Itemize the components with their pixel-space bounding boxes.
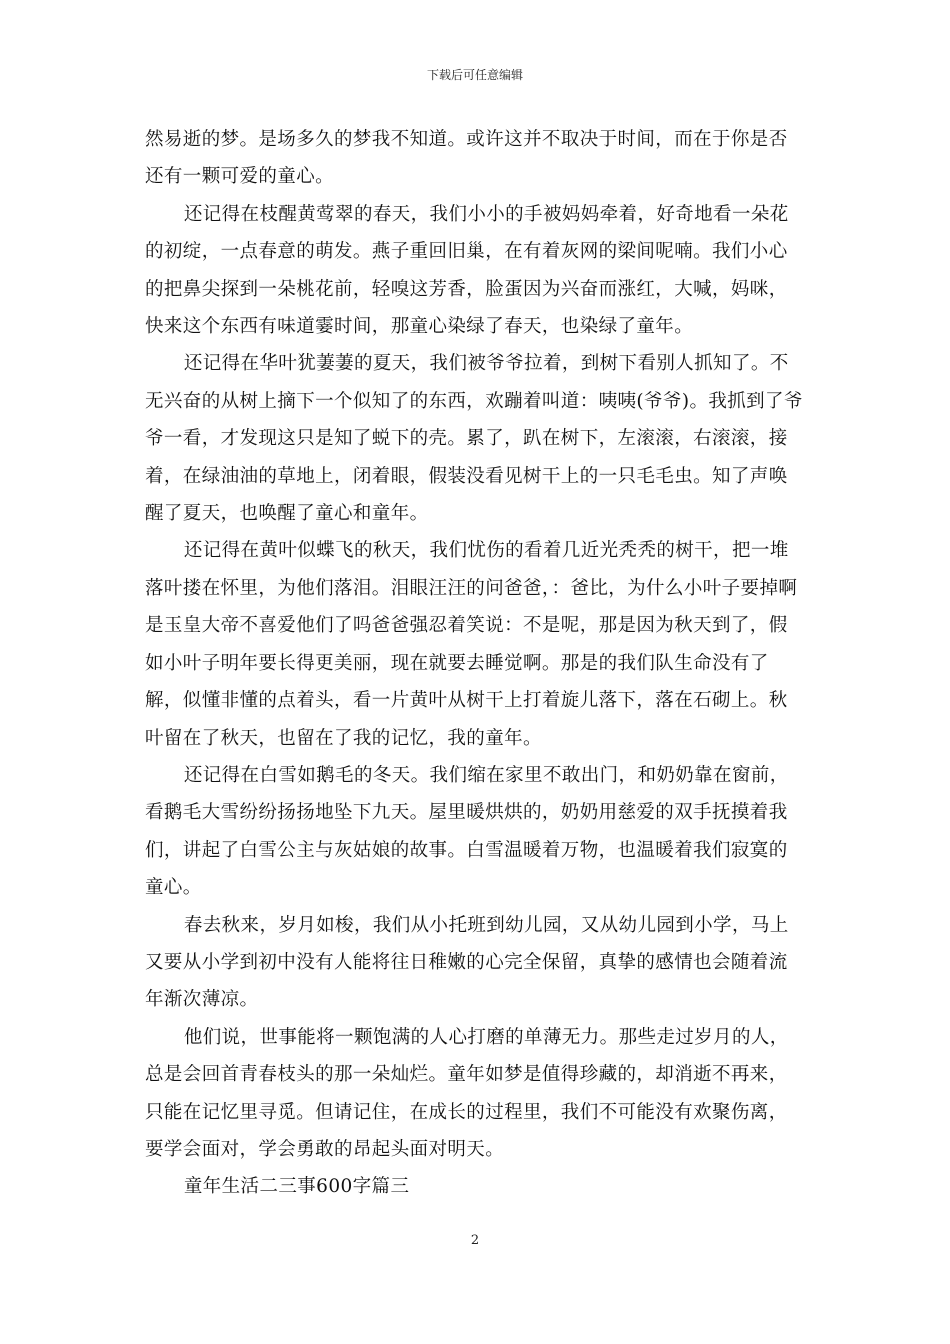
paragraph-autumn: 还记得在黄叶似蝶飞的秋天，我们忧伤的看着几近光秃秃的树干，把一堆落叶搂在怀里，为他们落泪。泪眼汪汪的问爸爸，：爸比，为什么小叶子要掉啊是玉皇大帝不喜爱他们了吗爸爸强忍着笑说：不是呢，那是因为秋天到了，假如小叶子明年要长得更美丽，现在就要去睡觉啊。那是的我们队生命没有了解，似懂非懂的点着头，看一片黄叶从树干上打着旋儿落下，落在石砌上。秋叶留在了秋天，也留在了我的记忆，我的童年。 <box>145 540 798 749</box>
paragraph-summer: 还记得在华叶犹萋萋的夏天，我们被爷爷拉着，到树下看别人抓知了。不无兴奋的从树上摘下一个似知了的东西，欢蹦着叫道：咦咦(爷爷)。我抓到了爷爷一看，才发现这只是知了蜕下的壳。累了，趴在树下，左滚滚，右滚滚，接着，在绿油油的草地上，闭着眼，假装没看见树干上的一只毛毛虫。知了声唤醒了夏天，也唤醒了童心和童年。 <box>145 353 803 525</box>
document-body <box>145 121 805 1206</box>
page-header: 下载后可任意编辑 <box>426 68 523 82</box>
paragraph-winter: 还记得在白雪如鹅毛的冬天。我们缩在家里不敢出门，和奶奶靠在窗前，看鹅毛大雪纷纷扬扬地坠下九天。屋里暖烘烘的，奶奶用慈爱的双手抚摸着我们，讲起了白雪公主与灰姑娘的故事。白雪温暖着万物，也温暖着我们寂寞的童心。 <box>145 764 789 899</box>
section-heading: 童年生活二三事600字篇三 <box>183 1176 410 1198</box>
paragraph-conclusion: 他们说，世事能将一颗饱满的人心打磨的单薄无力。那些走过岁月的人，总是会回首青春枝头的那一朵灿烂。童年如梦是值得珍藏的，却消逝不再来，只能在记忆里寻觅。但请记住，在成长的过程里，我们不可能没有欢聚伤离，要学会面对，学会勇敢的昂起头面对明天。 <box>145 1026 789 1160</box>
paragraph-spring: 还记得在枝醒黄莺翠的春天，我们小小的手被妈妈牵着，好奇地看一朵花的初绽，一点春意的萌发。燕子重回旧巢，在有着灰网的梁间呢喃。我们小心的把鼻尖探到一朵桃花前，轻嗅这芳香，脸蛋因为兴奋而涨红，大喊，妈咪，快来这个东西有味道霎时间，那童心染绿了春天，也染绿了童年。 <box>145 203 789 338</box>
page-number: 2 <box>470 1233 480 1248</box>
paragraph-continuation: 然易逝的梦。是场多久的梦我不知道。或许这并不取决于时间，而在于你是否还有一颗可爱的童心。 <box>145 129 788 188</box>
paragraph-seasons-pass: 春去秋来，岁月如梭，我们从小托班到幼儿园，又从幼儿园到小学，马上又要从小学到初中没有人能将往日稚嫩的心完全保留，真挚的感情也会随着流年渐次薄凉。 <box>145 914 789 1011</box>
